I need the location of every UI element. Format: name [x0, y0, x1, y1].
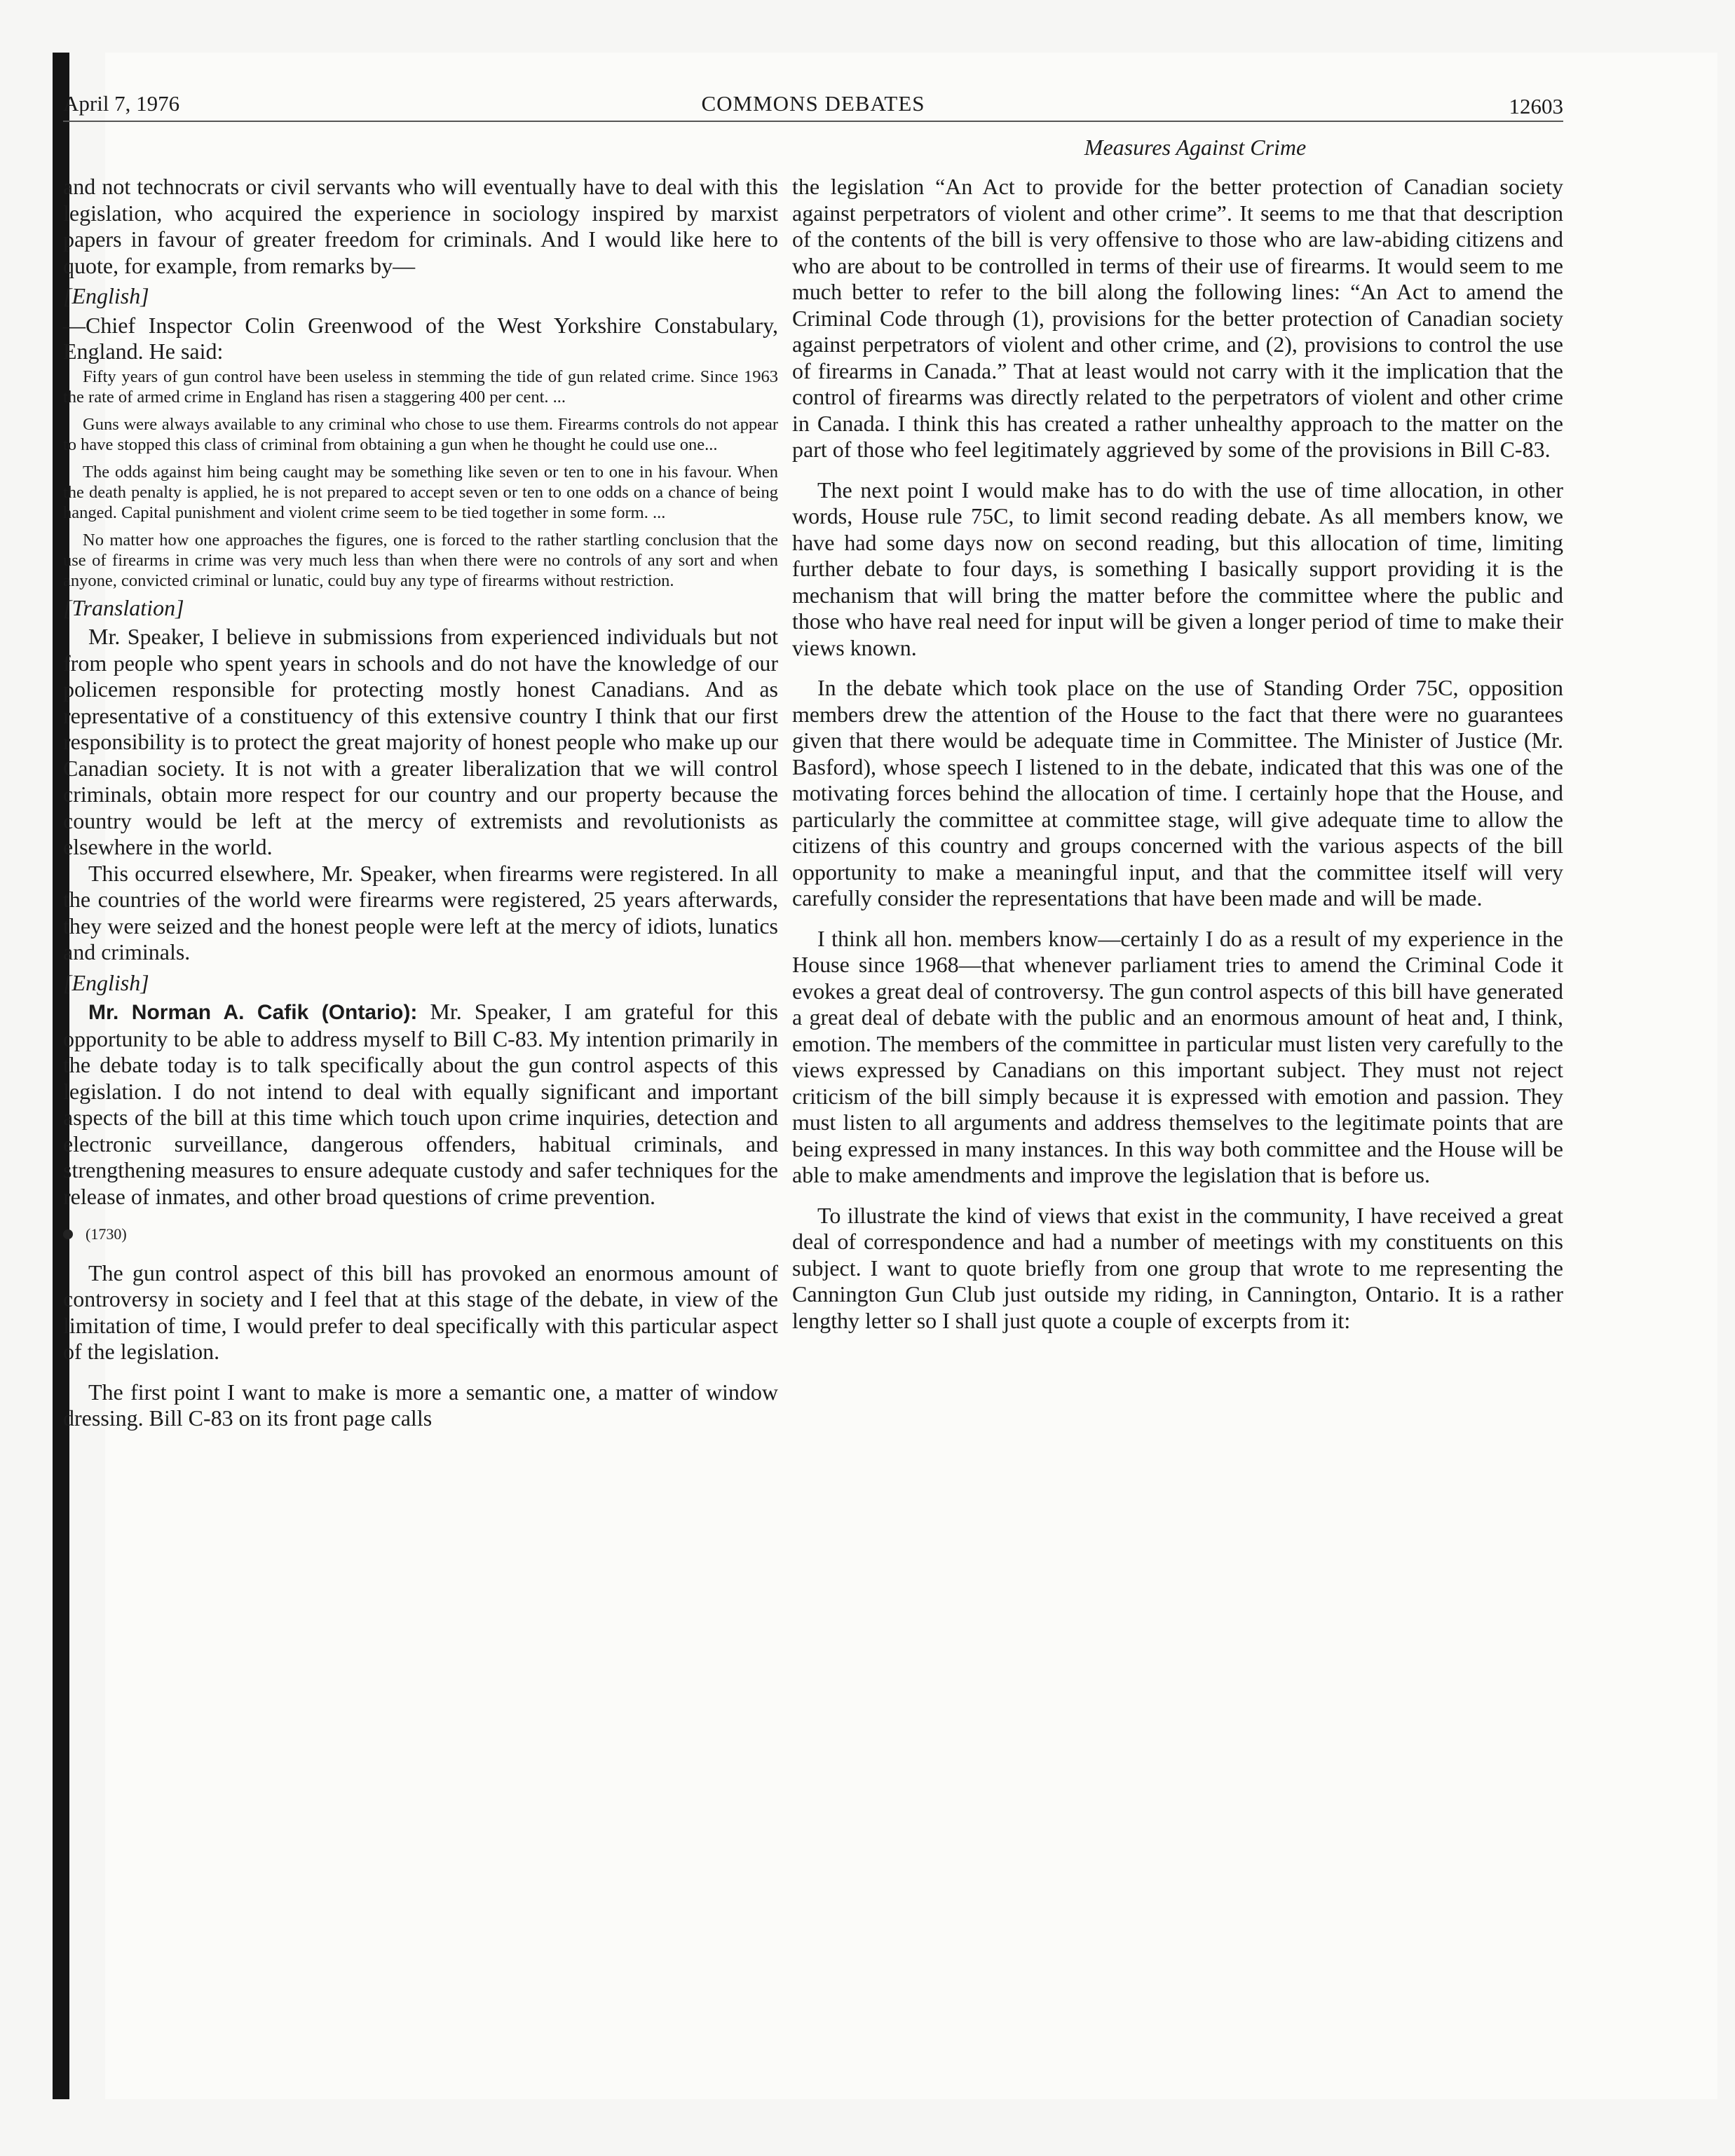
header-title: COMMONS DEBATES [701, 91, 925, 116]
left-paragraph-6: The gun control aspect of this bill has provoked an enormous amount of controversy in society and I feel that at this stage of the debate, in view of the limitation of time, I would prefer to deal specifically with this particular aspect of the legislation. [63, 1260, 778, 1364]
left-paragraph-1: and not technocrats or civil servants who will eventually have to deal with this legislation, who acquired the experience in sociology inspired by marxist papers in favour of greater freedom for criminals. And I would like here to quote, for example, from remarks by— [63, 174, 778, 278]
left-paragraph-7: The first point I want to make is more a semantic one, a matter of window dressing. Bill C-83 on its front page calls [63, 1379, 778, 1431]
quote-paragraph-1: Fifty years of gun control have been useless in stemming the tide of gun related crime. Since 1963 the rate of armed crime in England has risen a staggering 400 per cent. ... [63, 367, 778, 407]
quote-paragraph-4: No matter how one approaches the figures, one is forced to the rather startling conclusion that the use of firearms in crime was very much less than when there were no controls of any sort and when anyone, convicted criminal or lunatic, could buy any type of firearms without restriction. [63, 530, 778, 590]
speaker-paragraph [63, 999, 778, 1210]
right-paragraph-2: The next point I would make has to do with the use of time allocation, in other words, House rule 75C, to limit second reading debate. As all members know, we have had some days now on second reading, but this allocation of time, limiting further debate to four days, is something I basically support providing it is the mechanism that will bring the matter before the committee where the public and those who have real need for input will be given a longer period of time to make their views known. [792, 477, 1563, 660]
page-number: 12603 [1509, 94, 1563, 118]
speaker-text: Mr. Speaker, I am grateful for this opportunity to be able to address myself to Bill C-83. My intention primarily in the debate today is to talk specifically about the gun control aspects of this legislation. I do not intend to deal with equally significant and important aspects of the bill at this time which touch upon crime inquiries, detection and electronic surveillance, dangerous offenders, habitual criminals, and strengthening measures to ensure adequate custody and safer techniques for the release of inmates, and other broad questions of crime prevention. [63, 999, 779, 1209]
block-quote [63, 367, 778, 591]
right-column [792, 174, 1563, 1334]
bullet-icon [63, 1229, 73, 1239]
quote-paragraph-2: Guns were always available to any criminal who chose to use them. Firearms controls do not appear to have stopped this class of criminal from obtaining a gun when he thought he could use one... [63, 414, 778, 454]
left-paragraph-2: —Chief Inspector Colin Greenwood of the West Yorkshire Constabulary, England. He said: [63, 312, 778, 364]
quote-paragraph-3: The odds against him being caught may be something like seven or ten to one in his favour. When the death penalty is applied, he is not prepared to accept seven or ten to one odds on a chance of being hanged. Capital punishment and violent crime seem to be tied together in some form. ... [63, 462, 778, 522]
time-stamp: (1730) [86, 1225, 127, 1243]
right-paragraph-5: To illustrate the kind of views that exist in the community, I have received a great deal of correspondence and had a number of meetings with my constituents on this subject. I want to quote briefly from one group that wrote to me representing the Cannington Gun Club just outside my riding, in Cannington, Ontario. It is a rather lengthy letter so I shall just quote a couple of excerpts from it: [792, 1202, 1563, 1333]
left-column [63, 174, 778, 1432]
language-marker-translation: [Translation] [63, 594, 184, 620]
speaker-name: Mr. Norman A. Cafik (Ontario): [88, 1001, 418, 1024]
page-header [63, 84, 1563, 122]
language-marker-english-2: [English] [63, 969, 149, 995]
running-title: Measures Against Crime [1084, 135, 1307, 160]
left-paragraph-4: This occurred elsewhere, Mr. Speaker, when firearms were registered. In all the countries of the world were firearms were registered, 25 years afterwards, they were seized and the honest people were left at the mercy of idiots, lunatics and criminals. [63, 860, 778, 964]
time-marker [63, 1221, 778, 1248]
right-paragraph-3: In the debate which took place on the use of Standing Order 75C, opposition members drew the attention of the House to the fact that there were no guarantees given that there would be adequate time in Committee. The Minister of Justice (Mr. Basford), whose speech I listened to in the debate, indicated that this was one of the motivating forces behind the allocation of time. I certainly hope that the House, and particularly the committee at committee stage, will give adequate time to allow the citizens of this country and groups concerned with the various aspects of the bill opportunity to make a meaningful input, and that the committee itself will very carefully consider the representations that have been made and will be made. [792, 675, 1563, 910]
right-paragraph-1: the legislation “An Act to provide for the better protection of Canadian society against perpetrators of violent and other crime”. It seems to me that that description of the contents of the bill is very offensive to those who are law-abiding citizens and who are about to be controlled in terms of their use of firearms. It would seem to me much better to refer to the bill along the following lines: “An Act to amend the Criminal Code through (1), provisions for the better protection of Canadian society against perpetrators of violent and other crime, and (2), provisions to control the use of firearms in Canada.” That at least would not carry with it the implication that the control of firearms was directly related to the perpetrators of violent and other crime in Canada. I think this has created a rather unhealthy approach to the matter on the part of those who feel legitimately aggrieved by some of the provisions in Bill C-83. [792, 174, 1563, 462]
header-date: April 7, 1976 [63, 91, 180, 116]
right-paragraph-4: I think all hon. members know—certainly I do as a result of my experience in the House since 1968—that whenever parliament tries to amend the Criminal Code it evokes a great deal of controversy. The gun control aspects of this bill have generated a great deal of debate with the public and an enormous amount of heat and, I think, emotion. The members of the committee in particular must listen very carefully to the views expressed by Canadians on this important subject. They must not reject criticism of the bill simply because it is expressed with emotion and passion. They must listen to all arguments and address themselves to the legitimate points that are being expressed in many instances. In this way both committee and the House will be able to make amendments and improve the legislation that is before us. [792, 925, 1563, 1187]
language-marker-english: [English] [63, 283, 149, 308]
left-paragraph-3: Mr. Speaker, I believe in submissions from experienced individuals but not from people who spent years in schools and do not have the knowledge of our policemen responsible for protecting mostly honest Canadians. And as representative of a constituency of this extensive country I think that our first responsibility is to protect the great majority of honest people who make up our Canadian society. It is not with a greater liberalization that we will control criminals, obtain more respect for our country and our property because the country would be left at the mercy of extremists and revolutionists as elsewhere in the world. [63, 624, 778, 859]
